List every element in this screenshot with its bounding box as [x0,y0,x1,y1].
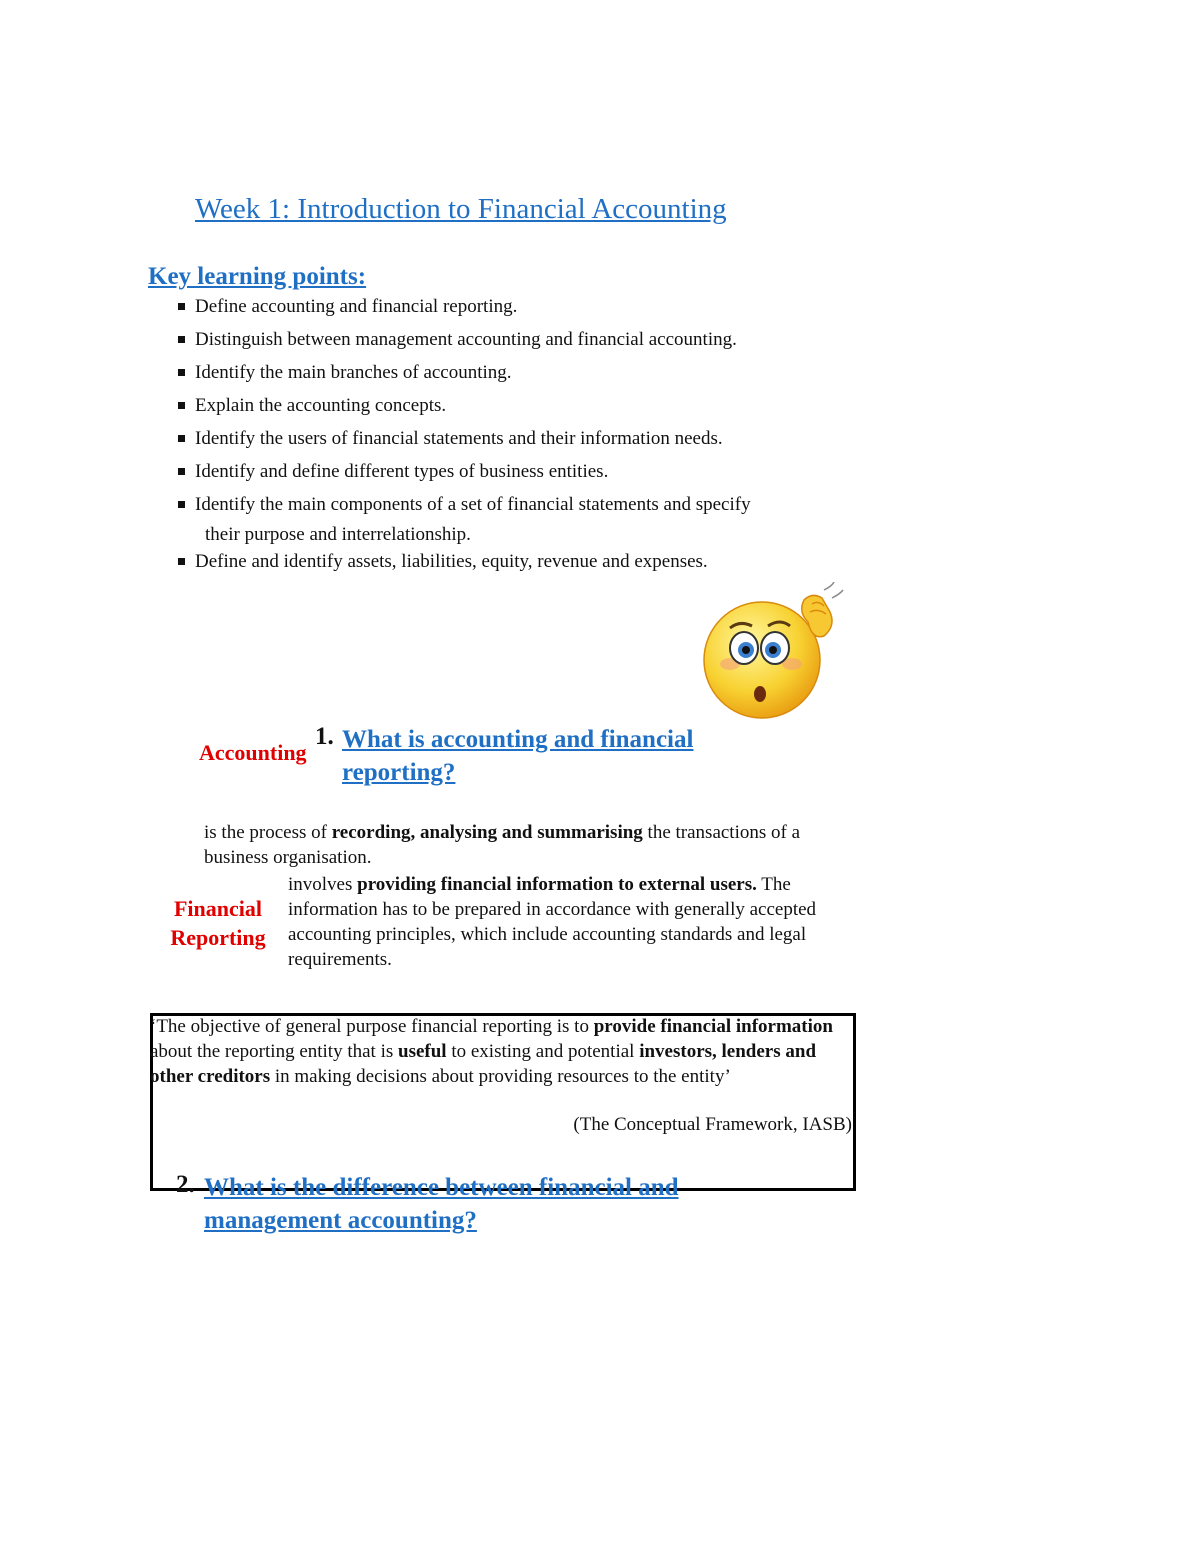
question-number: 1. [315,723,334,750]
bullet-icon [178,468,185,475]
bullet-icon [178,369,185,376]
financial-reporting-definition: involves providing financial information to external users. The information has to be prepared in accordance with generally accepted accounting principles, which include accounting standards and legal requirements. [288,874,817,970]
bullet-icon [178,435,185,442]
key-learning-heading: Key learning points: [148,263,367,290]
question-number: 2. [176,1171,195,1198]
bullet-icon [178,336,185,343]
bullet-icon [178,402,185,409]
list-item: Define accounting and financial reporting. [178,296,878,318]
list-item: Distinguish between management accounting and financial accounting. [178,329,878,351]
key-learning-list [178,296,878,584]
quote-text: ‘The objective of general purpose financial reporting is to provide financial information about the reporting entity that is useful to existing and potential investors, lenders and other creditors in making decisions about providing resources to the entity’ [150,1016,833,1087]
list-item: Explain the accounting concepts. [178,395,878,417]
bullet-icon [178,303,185,310]
list-item: Identify the main branches of accounting. [178,362,878,384]
list-item: Identify the main components of a set of financial statements and specify their purpose and interrelationship. [178,494,878,546]
accounting-label: Accounting [199,740,307,765]
list-item: Identify and define different types of business entities. [178,461,878,483]
question-heading: What is the difference between financial and management accounting? [204,1174,679,1234]
financial-reporting-label: Financial Reporting [170,896,266,950]
question-heading: What is accounting and financial reporting? [342,726,694,786]
bullet-icon [178,558,185,565]
list-item: Identify the users of financial statements and their information needs. [178,428,878,450]
bullet-icon [178,501,185,508]
list-item: Define and identify assets, liabilities, equity, revenue and expenses. [178,551,878,573]
page-title: Week 1: Introduction to Financial Accounting [195,193,727,225]
thinking-emoji-icon [700,582,845,722]
accounting-definition: is the process of recording, analysing and summarising the transactions of a business organisation. [204,822,801,868]
quote-source: (The Conceptual Framework, IASB) [573,1114,852,1135]
